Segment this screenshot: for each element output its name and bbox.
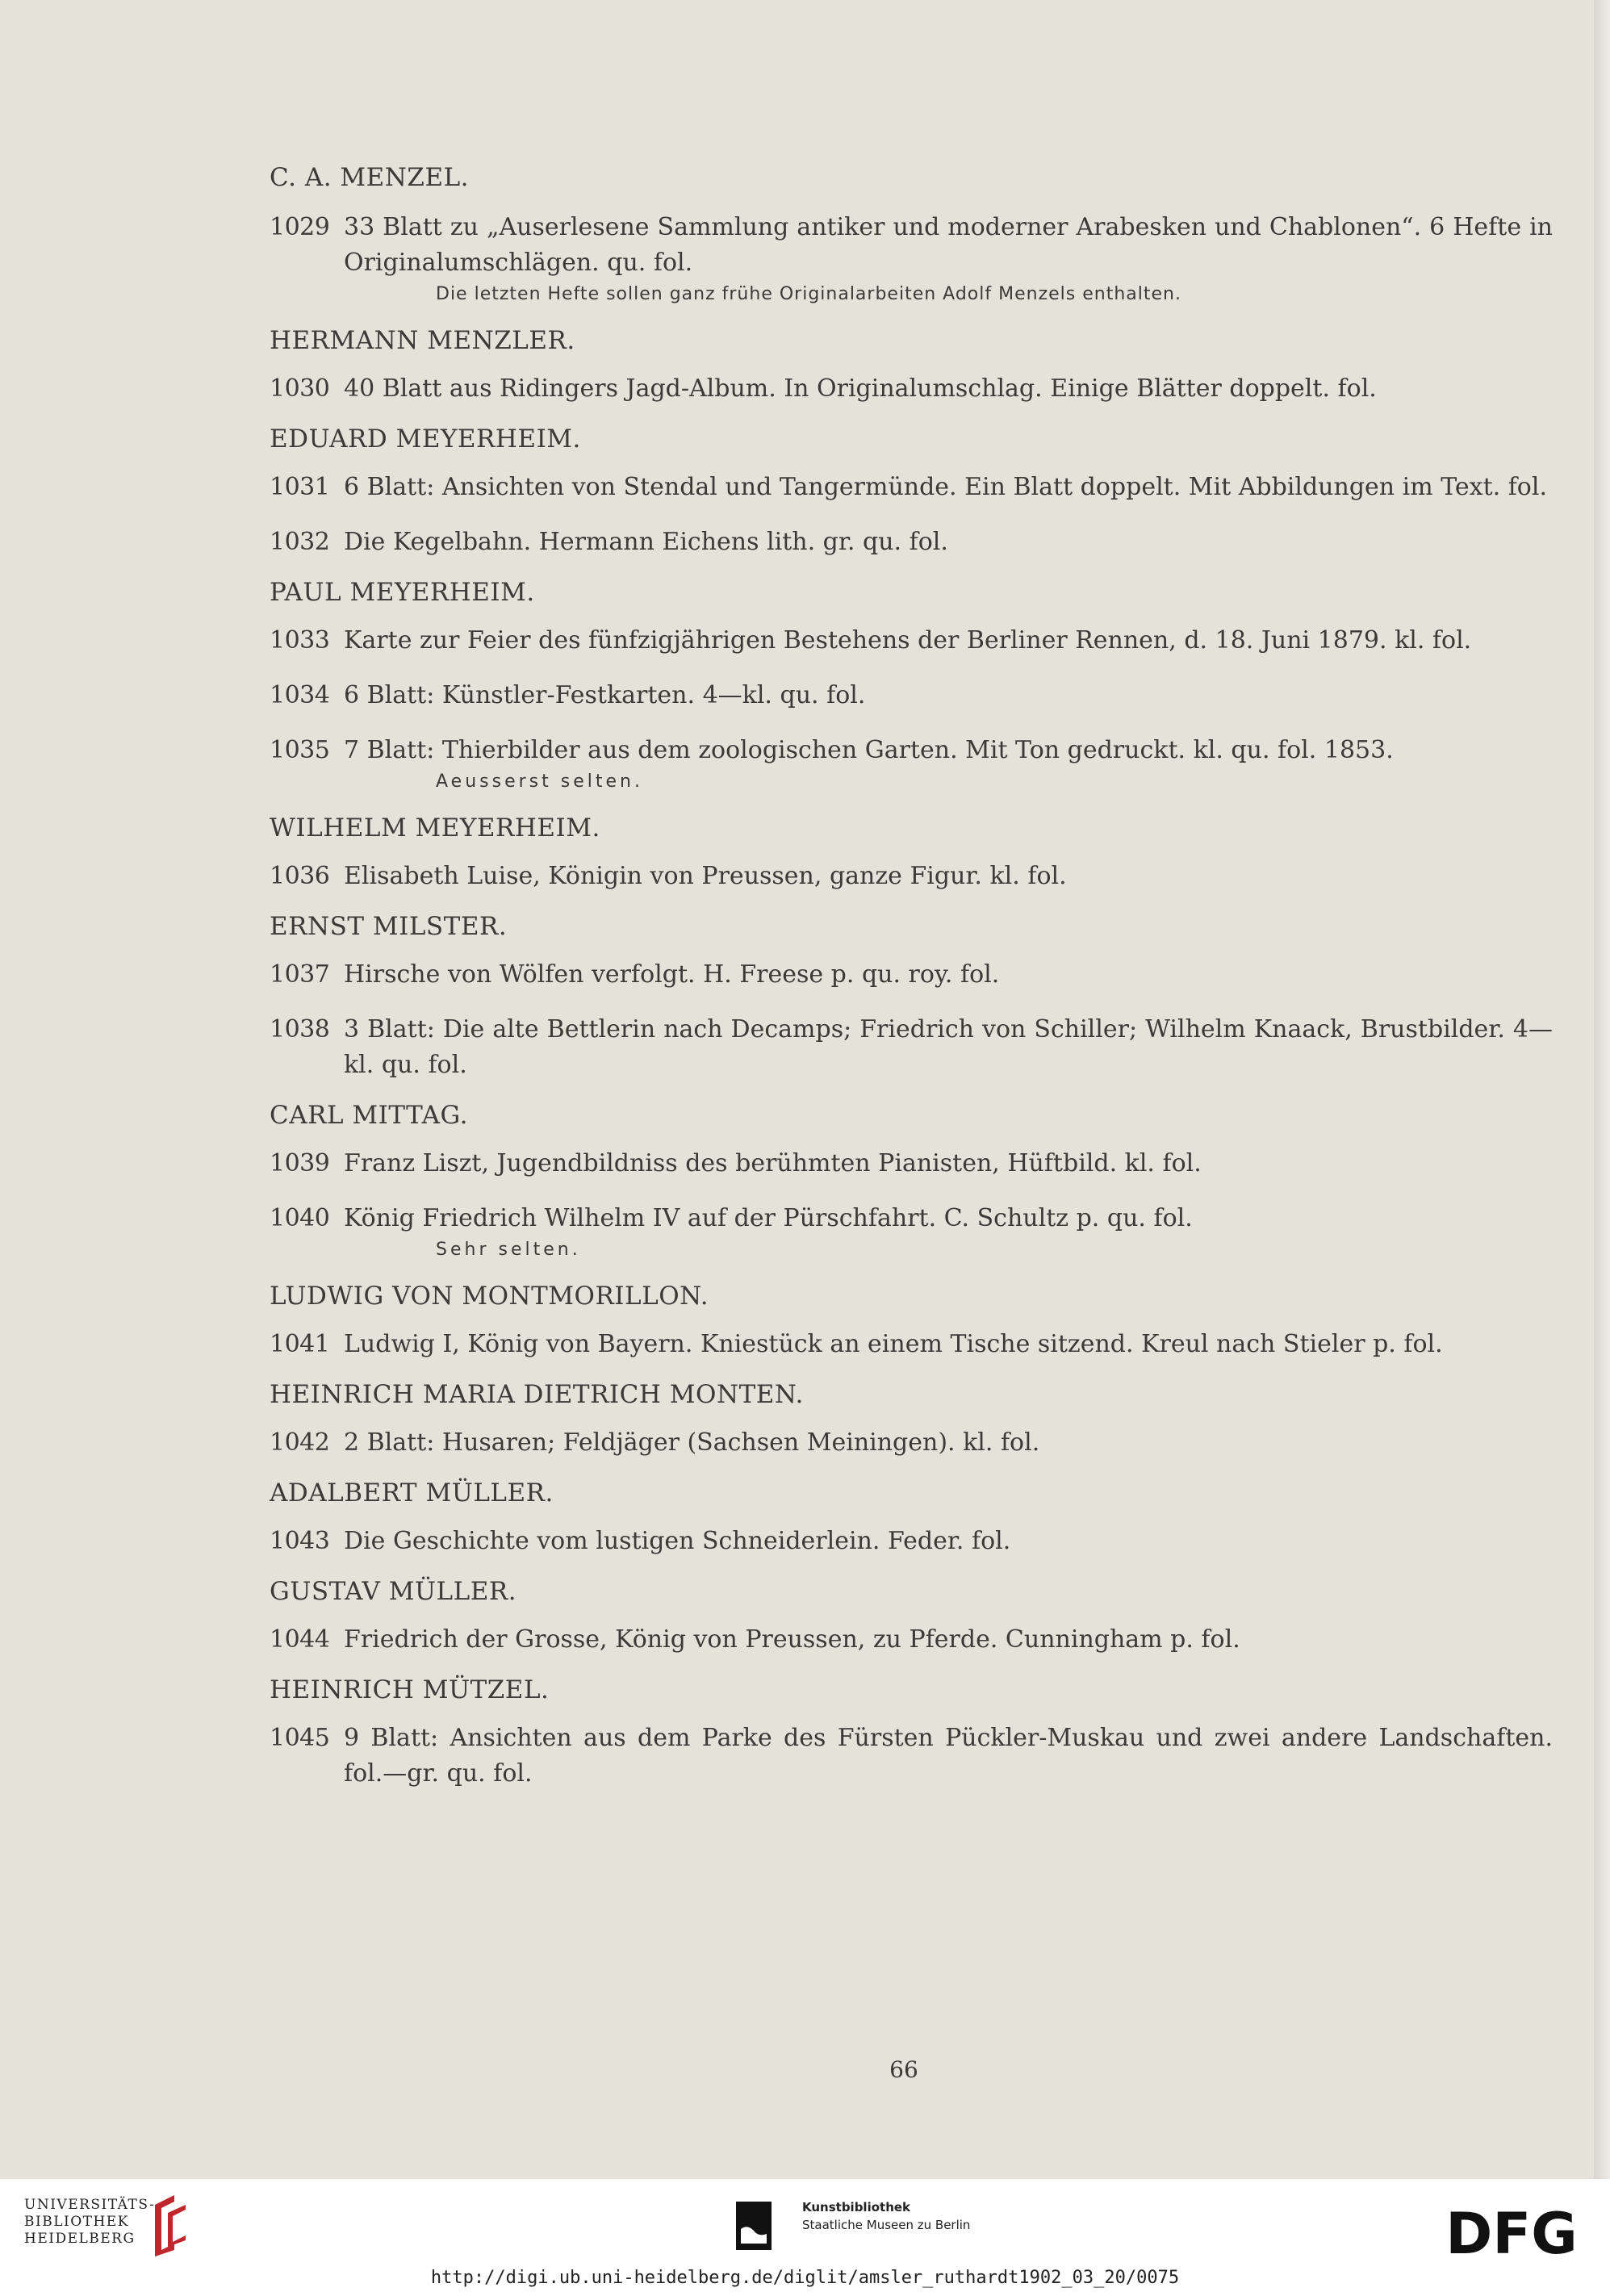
entry-number: 1044 bbox=[270, 1625, 330, 1654]
entry-text: Ludwig I, König von Bayern. Kniestück an einem Tische sitzend. Kreul nach Stieler p. fol. bbox=[344, 1330, 1443, 1358]
entry-text: Friedrich der Grosse, König von Preussen, zu Pferde. Cunningham p. fol. bbox=[344, 1625, 1240, 1654]
section-montmorillon bbox=[270, 1278, 1553, 1362]
entry-number: 1034 bbox=[270, 681, 330, 709]
entry-text: 6 Blatt: Künstler-Festkarten. 4—kl. qu. fol. bbox=[344, 681, 866, 709]
artist-heading: HEINRICH MARIA DIETRICH MONTEN. bbox=[270, 1380, 804, 1409]
entry-text: 3 Blatt: Die alte Bettlerin nach Decamps; Friedrich von Schiller; Wilhelm Knaack, Brustbilder. 4—kl. qu. fol. bbox=[344, 1015, 1553, 1079]
entry-number: 1033 bbox=[270, 626, 330, 655]
artist-heading: C. A. MENZEL. bbox=[270, 163, 470, 192]
artist-heading: CARL MITTAG. bbox=[270, 1101, 469, 1130]
entry-text: 2 Blatt: Husaren; Feldjäger (Sachsen Meiningen). kl. fol. bbox=[344, 1428, 1040, 1457]
artist-heading: HERMANN MENZLER. bbox=[270, 326, 575, 355]
catalog-entry bbox=[270, 1721, 1553, 1792]
entry-number: 1042 bbox=[270, 1428, 330, 1457]
entry-number: 1029 bbox=[270, 213, 330, 241]
section-milster bbox=[270, 909, 1553, 1083]
catalog-entry bbox=[270, 1425, 1553, 1461]
catalog-entry bbox=[270, 733, 1553, 768]
catalog-content bbox=[270, 160, 1553, 1792]
ub-line: HEIDELBERG bbox=[24, 2231, 136, 2247]
artist-heading: GUSTAV MÜLLER. bbox=[270, 1577, 517, 1606]
entry-number: 1035 bbox=[270, 736, 330, 764]
entry-text: 40 Blatt aus Ridingers Jagd-Album. In Originalumschlag. Einige Blätter doppelt. fol. bbox=[344, 374, 1377, 403]
ub-line: UNIVERSITÄTS- bbox=[24, 2197, 156, 2213]
entry-text: Die Geschichte vom lustigen Schneiderlein. Feder. fol. bbox=[344, 1527, 1011, 1555]
ub-heidelberg-logo-icon bbox=[147, 2194, 192, 2258]
section-eduard-meyerheim bbox=[270, 421, 1553, 560]
artist-heading: WILHELM MEYERHEIM. bbox=[270, 813, 600, 843]
kb-subtitle: Staatliche Museen zu Berlin bbox=[802, 2218, 971, 2232]
catalog-entry bbox=[270, 371, 1553, 407]
artist-heading: PAUL MEYERHEIM. bbox=[270, 578, 535, 607]
catalog-entry bbox=[270, 1622, 1553, 1658]
section-mittag bbox=[270, 1098, 1553, 1264]
section-adalbert-mueller bbox=[270, 1475, 1553, 1559]
entry-text: Elisabeth Luise, Königin von Preussen, ganze Figur. kl. fol. bbox=[344, 862, 1067, 890]
entry-number: 1039 bbox=[270, 1149, 330, 1177]
section-menzler bbox=[270, 323, 1553, 407]
catalog-entry bbox=[270, 1524, 1553, 1559]
section-menzel bbox=[270, 160, 1553, 308]
artist-heading: ADALBERT MÜLLER. bbox=[270, 1478, 554, 1508]
entry-number: 1037 bbox=[270, 960, 330, 989]
entry-note: Sehr selten. bbox=[436, 1240, 581, 1260]
ub-heidelberg-label bbox=[24, 2197, 155, 2248]
catalog-entry bbox=[270, 470, 1553, 505]
entry-note: Die letzten Hefte sollen ganz frühe Originalarbeiten Adolf Menzels enthalten. bbox=[436, 284, 1181, 304]
entry-number: 1038 bbox=[270, 1015, 330, 1043]
entry-text: Hirsche von Wölfen verfolgt. H. Freese p. qu. roy. fol. bbox=[344, 960, 1000, 989]
entry-text: 9 Blatt: Ansichten aus dem Parke des Fürsten Pückler-Muskau und zwei andere Landschaften. fol.—gr. qu. fol. bbox=[344, 1724, 1553, 1788]
catalog-entry bbox=[270, 210, 1553, 281]
entry-text: König Friedrich Wilhelm IV auf der Pürschfahrt. C. Schultz p. qu. fol. bbox=[344, 1204, 1193, 1232]
section-paul-meyerheim bbox=[270, 575, 1553, 796]
catalog-entry bbox=[270, 1327, 1553, 1362]
section-muetzel bbox=[270, 1672, 1553, 1792]
page-number: 66 bbox=[889, 2056, 918, 2083]
dfg-text: DFG bbox=[1445, 2208, 1578, 2260]
artist-heading: LUDWIG VON MONTMORILLON. bbox=[270, 1282, 709, 1311]
ub-line: BIBLIOTHEK bbox=[24, 2214, 129, 2230]
artist-heading: ERNST MILSTER. bbox=[270, 912, 508, 941]
kb-title: Kunstbibliothek bbox=[802, 2200, 911, 2214]
entry-note: Aeusserst selten. bbox=[436, 772, 643, 792]
page-edge bbox=[1594, 0, 1610, 2179]
entry-text: 7 Blatt: Thierbilder aus dem zoologischen Garten. Mit Ton gedruckt. kl. qu. fol. 1853. bbox=[344, 736, 1394, 764]
entry-number: 1032 bbox=[270, 528, 330, 556]
entry-text: 6 Blatt: Ansichten von Stendal und Tangermünde. Ein Blatt doppelt. Mit Abbildungen im Text. fol. bbox=[344, 473, 1547, 501]
section-gustav-mueller bbox=[270, 1574, 1553, 1658]
section-monten bbox=[270, 1377, 1553, 1461]
entry-number: 1031 bbox=[270, 473, 330, 501]
entry-number: 1040 bbox=[270, 1204, 330, 1232]
kunstbibliothek-logo-icon bbox=[736, 2202, 772, 2250]
catalog-entry bbox=[270, 957, 1553, 993]
section-wilhelm-meyerheim bbox=[270, 810, 1553, 894]
entry-number: 1036 bbox=[270, 862, 330, 890]
catalog-entry bbox=[270, 1201, 1553, 1236]
dfg-logo bbox=[1435, 2208, 1588, 2260]
source-url: http://digi.ub.uni-heidelberg.de/diglit/amsler_ruthardt1902_03_20/0075 bbox=[430, 2268, 1180, 2288]
entry-number: 1045 bbox=[270, 1724, 330, 1752]
catalog-entry bbox=[270, 1146, 1553, 1181]
catalog-entry bbox=[270, 525, 1553, 560]
artist-heading: EDUARD MEYERHEIM. bbox=[270, 424, 581, 454]
artist-heading: HEINRICH MÜTZEL. bbox=[270, 1675, 550, 1704]
entry-number: 1030 bbox=[270, 374, 330, 403]
entry-text: Karte zur Feier des fünfzigjährigen Bestehens der Berliner Rennen, d. 18. Juni 1879. kl. fol. bbox=[344, 626, 1472, 655]
kunstbibliothek-label bbox=[802, 2198, 970, 2234]
entry-number: 1041 bbox=[270, 1330, 330, 1358]
entry-text: 33 Blatt zu „Auserlesene Sammlung antiker und moderner Arabesken und Chablonen“. 6 Hefte in Originalumschlägen. qu. fol. bbox=[344, 213, 1553, 277]
catalog-entry bbox=[270, 1012, 1553, 1083]
entry-number: 1043 bbox=[270, 1527, 330, 1555]
entry-text: Die Kegelbahn. Hermann Eichens lith. gr. qu. fol. bbox=[344, 528, 948, 556]
catalog-entry bbox=[270, 623, 1553, 659]
entry-text: Franz Liszt, Jugendbildniss des berühmten Pianisten, Hüftbild. kl. fol. bbox=[344, 1149, 1202, 1177]
catalog-entry bbox=[270, 859, 1553, 894]
catalog-entry bbox=[270, 678, 1553, 713]
